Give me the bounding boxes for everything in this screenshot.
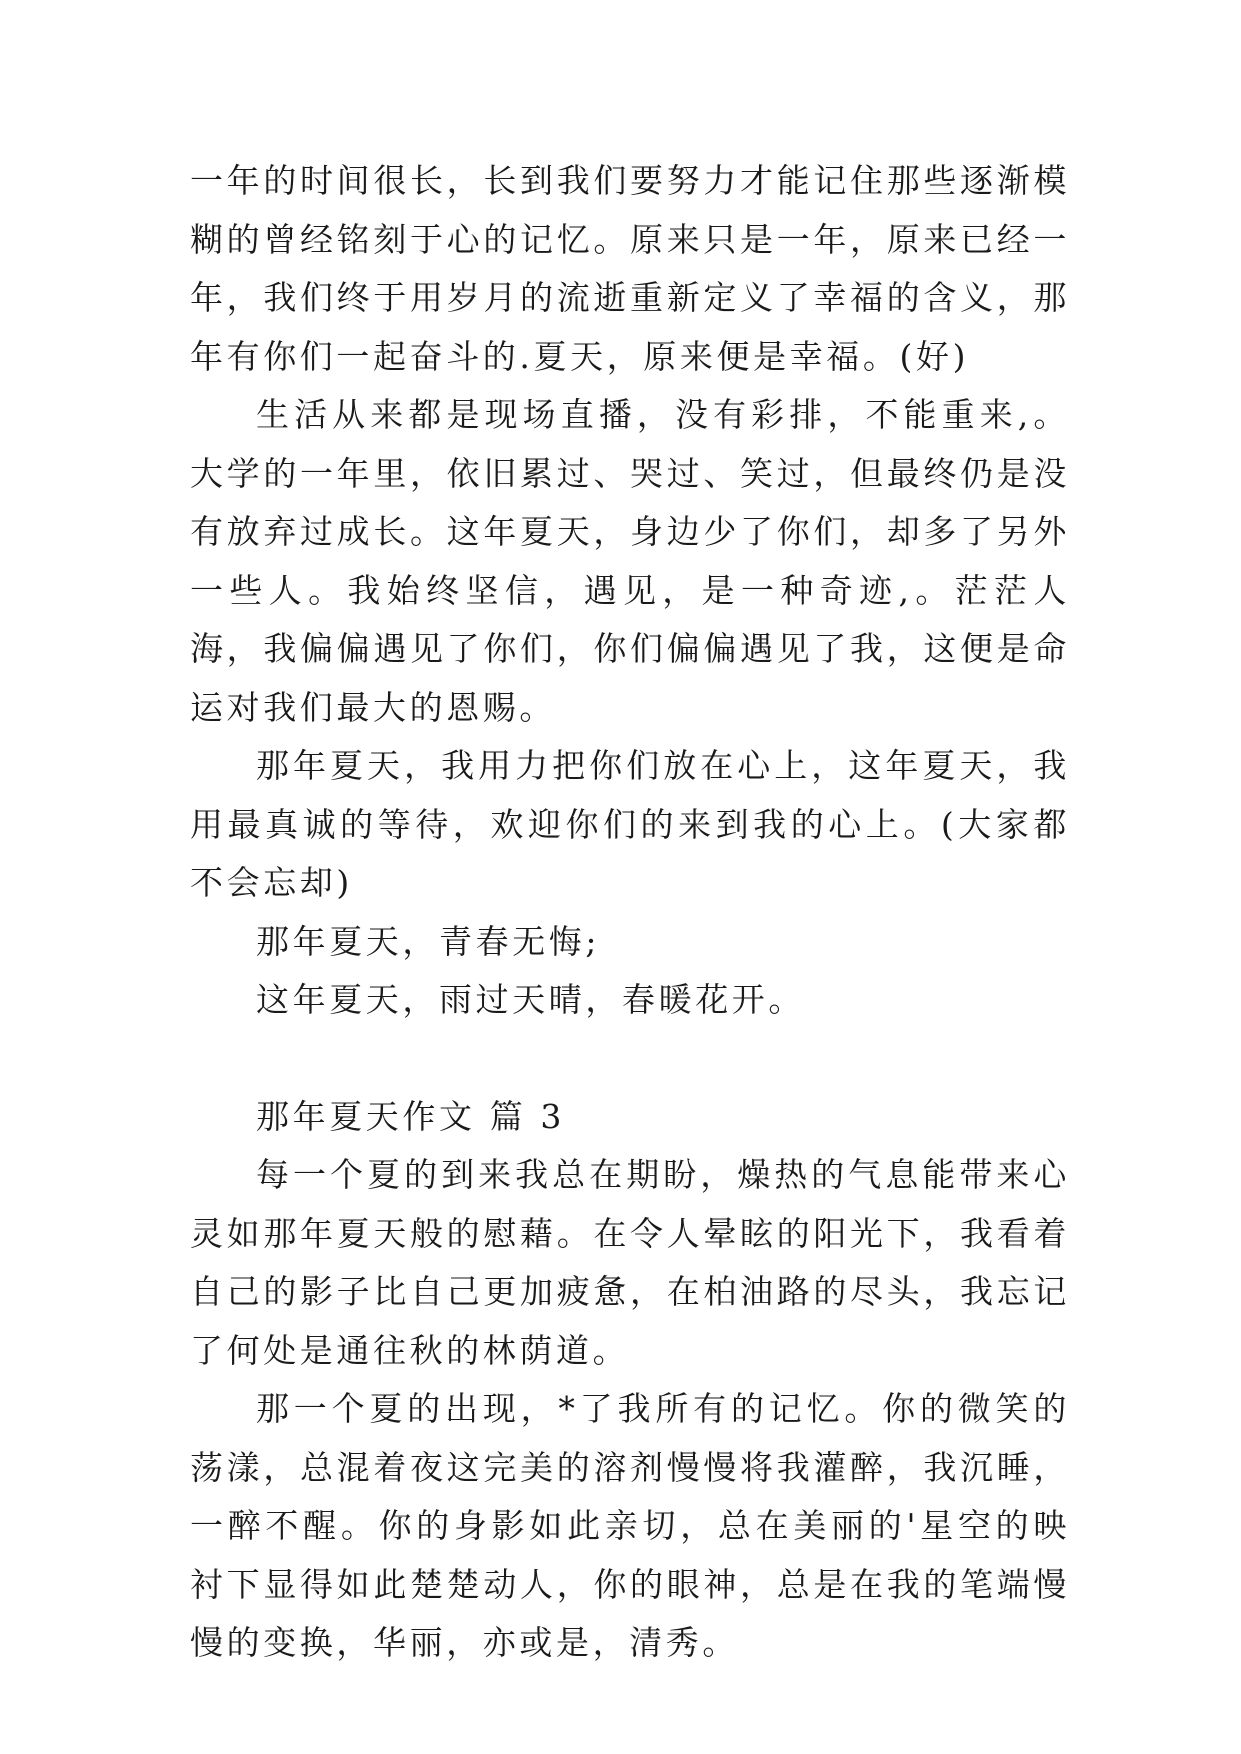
paragraph-5: 这年夏天，雨过天晴，春暖花开。: [256, 980, 805, 1019]
section-paragraph-2: 那一个夏的出现，*了我所有的记忆。你的微笑的荡漾，总混着夜这完美的溶剂慢慢将我灌醉，我沉睡，一醉不醒。你的身影如此亲切，总在美丽的'星空的映衬下显得如此楚楚动人，你的眼神，总是在我的笔端慢慢的变换，华丽，亦或是，清秀。: [190, 1389, 1070, 1662]
paragraph-3: 那年夏天，我用力把你们放在心上，这年夏天，我用最真诚的等待，欢迎你们的来到我的心上。(大家都不会忘却): [190, 746, 1070, 902]
section-spacer: [190, 1030, 1070, 1088]
paragraph-2: 生活从来都是现场直播，没有彩排，不能重来,。大学的一年里，依旧累过、哭过、笑过，但最终仍是没有放弃过成长。这年夏天，身边少了你们，却多了另外一些人。我始终坚信，遇见，是一种奇迹,。茫茫人海，我偏偏遇见了你们，你们偏偏遇见了我，这便是命运对我们最大的恩赐。: [190, 395, 1070, 727]
paragraph-1: 一年的时间很长，长到我们要努力才能记住那些逐渐模糊的曾经铭刻于心的记忆。原来只是一年，原来已经一年，我们终于用岁月的流逝重新定义了幸福的含义，那年有你们一起奋斗的.夏天，原来便是幸福。(好): [190, 161, 1070, 376]
paragraph-4: 那年夏天，青春无悔;: [256, 921, 601, 961]
section-paragraph-1: 每一个夏的到来我总在期盼，燥热的气息能带来心灵如那年夏天般的慰藉。在令人晕眩的阳光下，我看着自己的影子比自己更加疲惫，在柏油路的尽头，我忘记了何处是通往秋的林荫道。: [190, 1155, 1070, 1370]
document-body: [190, 152, 1070, 1673]
section-heading: 那年夏天作文 篇 3: [256, 1096, 565, 1136]
